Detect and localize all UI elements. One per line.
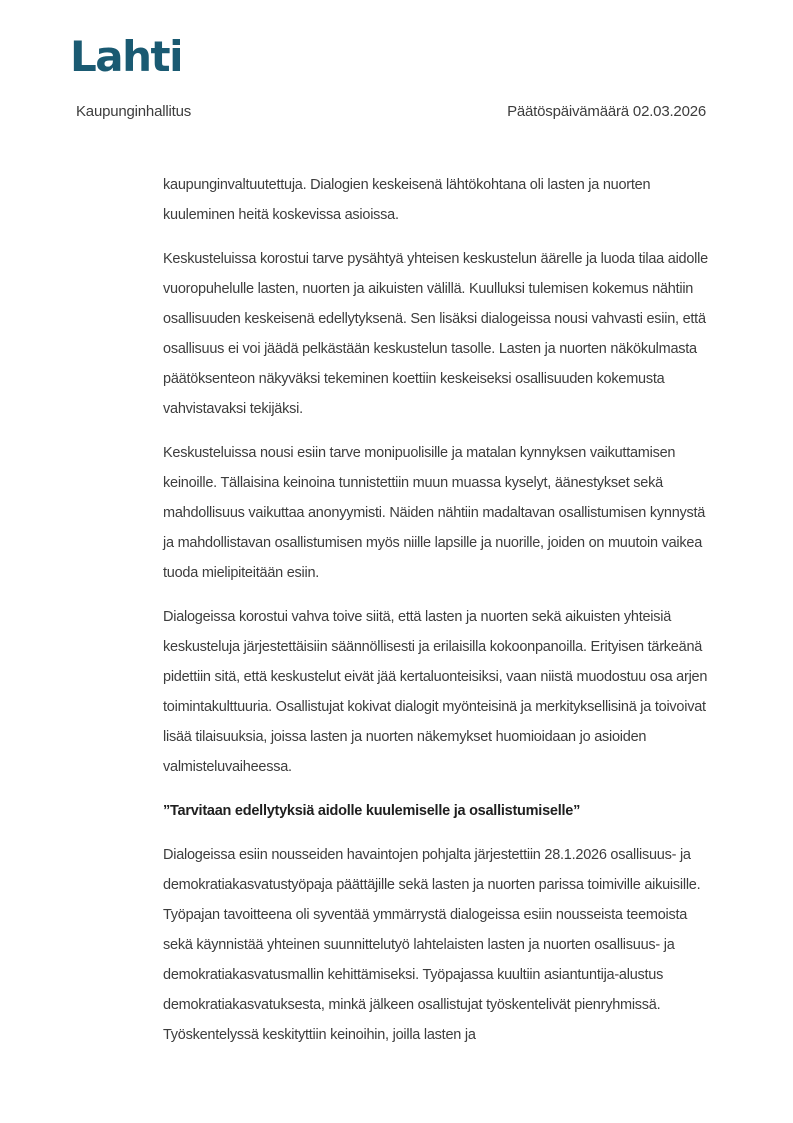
- organization-label: Kaupunginhallitus: [76, 103, 192, 120]
- paragraph: Keskusteluissa korostui tarve pysähtyä yhteisen keskustelun äärelle ja luoda tilaa aidolle vuoropuhelulle lasten, nuorten ja aikuisten välillä. Kuulluksi tulemisen kokemus nähtiin osallisuuden keskeisenä edellytyksenä. Sen lisäksi dialogeissa nousi vahvasti esiin, että osallisuus ei voi jäädä pelkästään keskustelun tasolle. Lasten ja nuorten näkökulmasta päätöksenteon näkyväksi tekeminen koettiin keskeiseksi osallisuuden kokemusta vahvistavaksi tekijäksi.: [163, 251, 708, 417]
- document-body: [163, 170, 715, 1064]
- paragraph: kaupunginvaltuutettuja. Dialogien keskeisenä lähtökohtana oli lasten ja nuorten kuuleminen heitä koskevissa asioissa.: [163, 177, 651, 223]
- lahti-logo: Lahti: [70, 32, 182, 81]
- paragraph: Dialogeissa esiin nousseiden havaintojen pohjalta järjestettiin 28.1.2026 osallisuus- ja demokratiakasvatustyöpaja päättäjille sekä lasten ja nuorten parissa toimiville aikuisille. Työpajan tavoitteena oli syventää ymmärrystä dialogeissa esiin nousseista teemoista sekä käynnistää yhteinen suunnittelutyö lahtelaisten lasten ja nuorten osallisuus- ja demokratiakasvatusmallin kehittämiseksi. Työpajassa kuultiin asiantuntija-alustus demokratiakasvatuksesta, minkä jälkeen osallistujat työskentelivät pienryhmissä. Työskentelyssä keskityttiin keinoihin, joilla lasten ja: [163, 847, 701, 1043]
- document-header: [76, 103, 706, 120]
- paragraph: Dialogeissa korostui vahva toive siitä, että lasten ja nuorten sekä aikuisten yhteisiä keskusteluja järjestettäisiin säännöllisesti ja erilaisilla kokoonpanoilla. Erityisen tärkeänä pidettiin sitä, että keskustelut eivät jää kertaluonteisiksi, vaan niistä muodostuu osa arjen toimintakulttuuria. Osallistujat kokivat dialogit myönteisinä ja merkityksellisinä ja toivoivat lisää tilaisuuksia, joissa lasten ja nuorten näkemykset huomioidaan jo asioiden valmisteluvaiheessa.: [163, 609, 708, 775]
- decision-date-label: Päätöspäivämäärä 02.03.2026: [507, 103, 706, 120]
- quote-subheading: ”Tarvitaan edellytyksiä aidolle kuulemiselle ja osallistumiselle”: [163, 803, 581, 819]
- paragraph: Keskusteluissa nousi esiin tarve monipuolisille ja matalan kynnyksen vaikuttamisen keinoille. Tällaisina keinoina tunnistettiin muun muassa kyselyt, äänestykset sekä mahdollisuus vaikuttaa anonyymisti. Näiden nähtiin madaltavan osallistumisen kynnystä ja mahdollistavan osallistumisen myös niille lapsille ja nuorille, joiden on muutoin vaikea tuoda mielipiteitään esiin.: [163, 445, 706, 581]
